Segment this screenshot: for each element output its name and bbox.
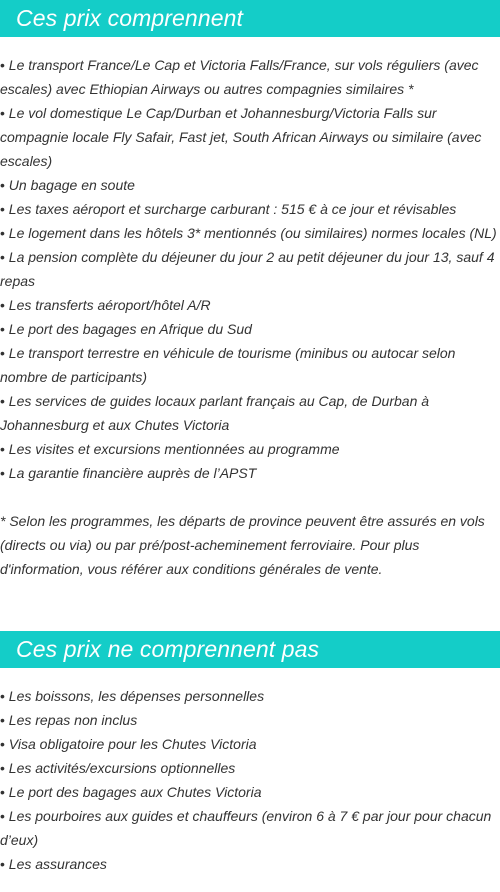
list-item: • Visa obligatoire pour les Chutes Victoria: [0, 732, 500, 756]
list-item: • Les activités/excursions optionnelles: [0, 756, 500, 780]
list-item: • Le logement dans les hôtels 3* mentionnés (ou similaires) normes locales (NL): [0, 221, 500, 245]
list-item: • Le port des bagages aux Chutes Victoria: [0, 780, 500, 804]
footnote: * Selon les programmes, les départs de province peuvent être assurés en vols (directs ou via) ou par pré/post-acheminement ferroviaire. Pour plus d'information, vous référer aux conditions générales de vente.: [0, 513, 485, 577]
list-item: • Les visites et excursions mentionnées au programme: [0, 437, 500, 461]
list-item: • La garantie financière auprès de l’APST: [0, 461, 500, 485]
list-item: • La pension complète du déjeuner du jour 2 au petit déjeuner du jour 13, sauf 4 repas: [0, 245, 500, 293]
list-item: • Les transferts aéroport/hôtel A/R: [0, 293, 500, 317]
excluded-items-list: [0, 684, 500, 876]
list-item: • Le port des bagages en Afrique du Sud: [0, 317, 500, 341]
list-item: • Les repas non inclus: [0, 708, 500, 732]
list-item: • Les pourboires aux guides et chauffeurs (environ 6 à 7 € par jour pour chacun d’eux): [0, 804, 500, 852]
included-section-title: Ces prix comprennent: [16, 5, 243, 31]
list-item: • Les boissons, les dépenses personnelles: [0, 684, 500, 708]
list-item: • Les services de guides locaux parlant français au Cap, de Durban à Johannesburg et aux Chutes Victoria: [0, 389, 500, 437]
included-section-header: [0, 0, 500, 37]
list-item: • Le transport France/Le Cap et Victoria Falls/France, sur vols réguliers (avec escales) avec Ethiopian Airways ou autres compagnies similaires *: [0, 53, 500, 101]
list-item: • Un bagage en soute: [0, 173, 500, 197]
included-items-list: [0, 53, 500, 485]
list-item: • Le transport terrestre en véhicule de tourisme (minibus ou autocar selon nombre de participants): [0, 341, 500, 389]
list-item: • Les taxes aéroport et surcharge carburant : 515 € à ce jour et révisables: [0, 197, 500, 221]
excluded-section-header: [0, 631, 500, 668]
excluded-section-title: Ces prix ne comprennent pas: [16, 636, 320, 662]
list-item: • Les assurances: [0, 852, 500, 876]
list-item: • Le vol domestique Le Cap/Durban et Johannesburg/Victoria Falls sur compagnie locale Fly Safair, Fast jet, South African Airways ou similaire (avec escales): [0, 101, 500, 173]
